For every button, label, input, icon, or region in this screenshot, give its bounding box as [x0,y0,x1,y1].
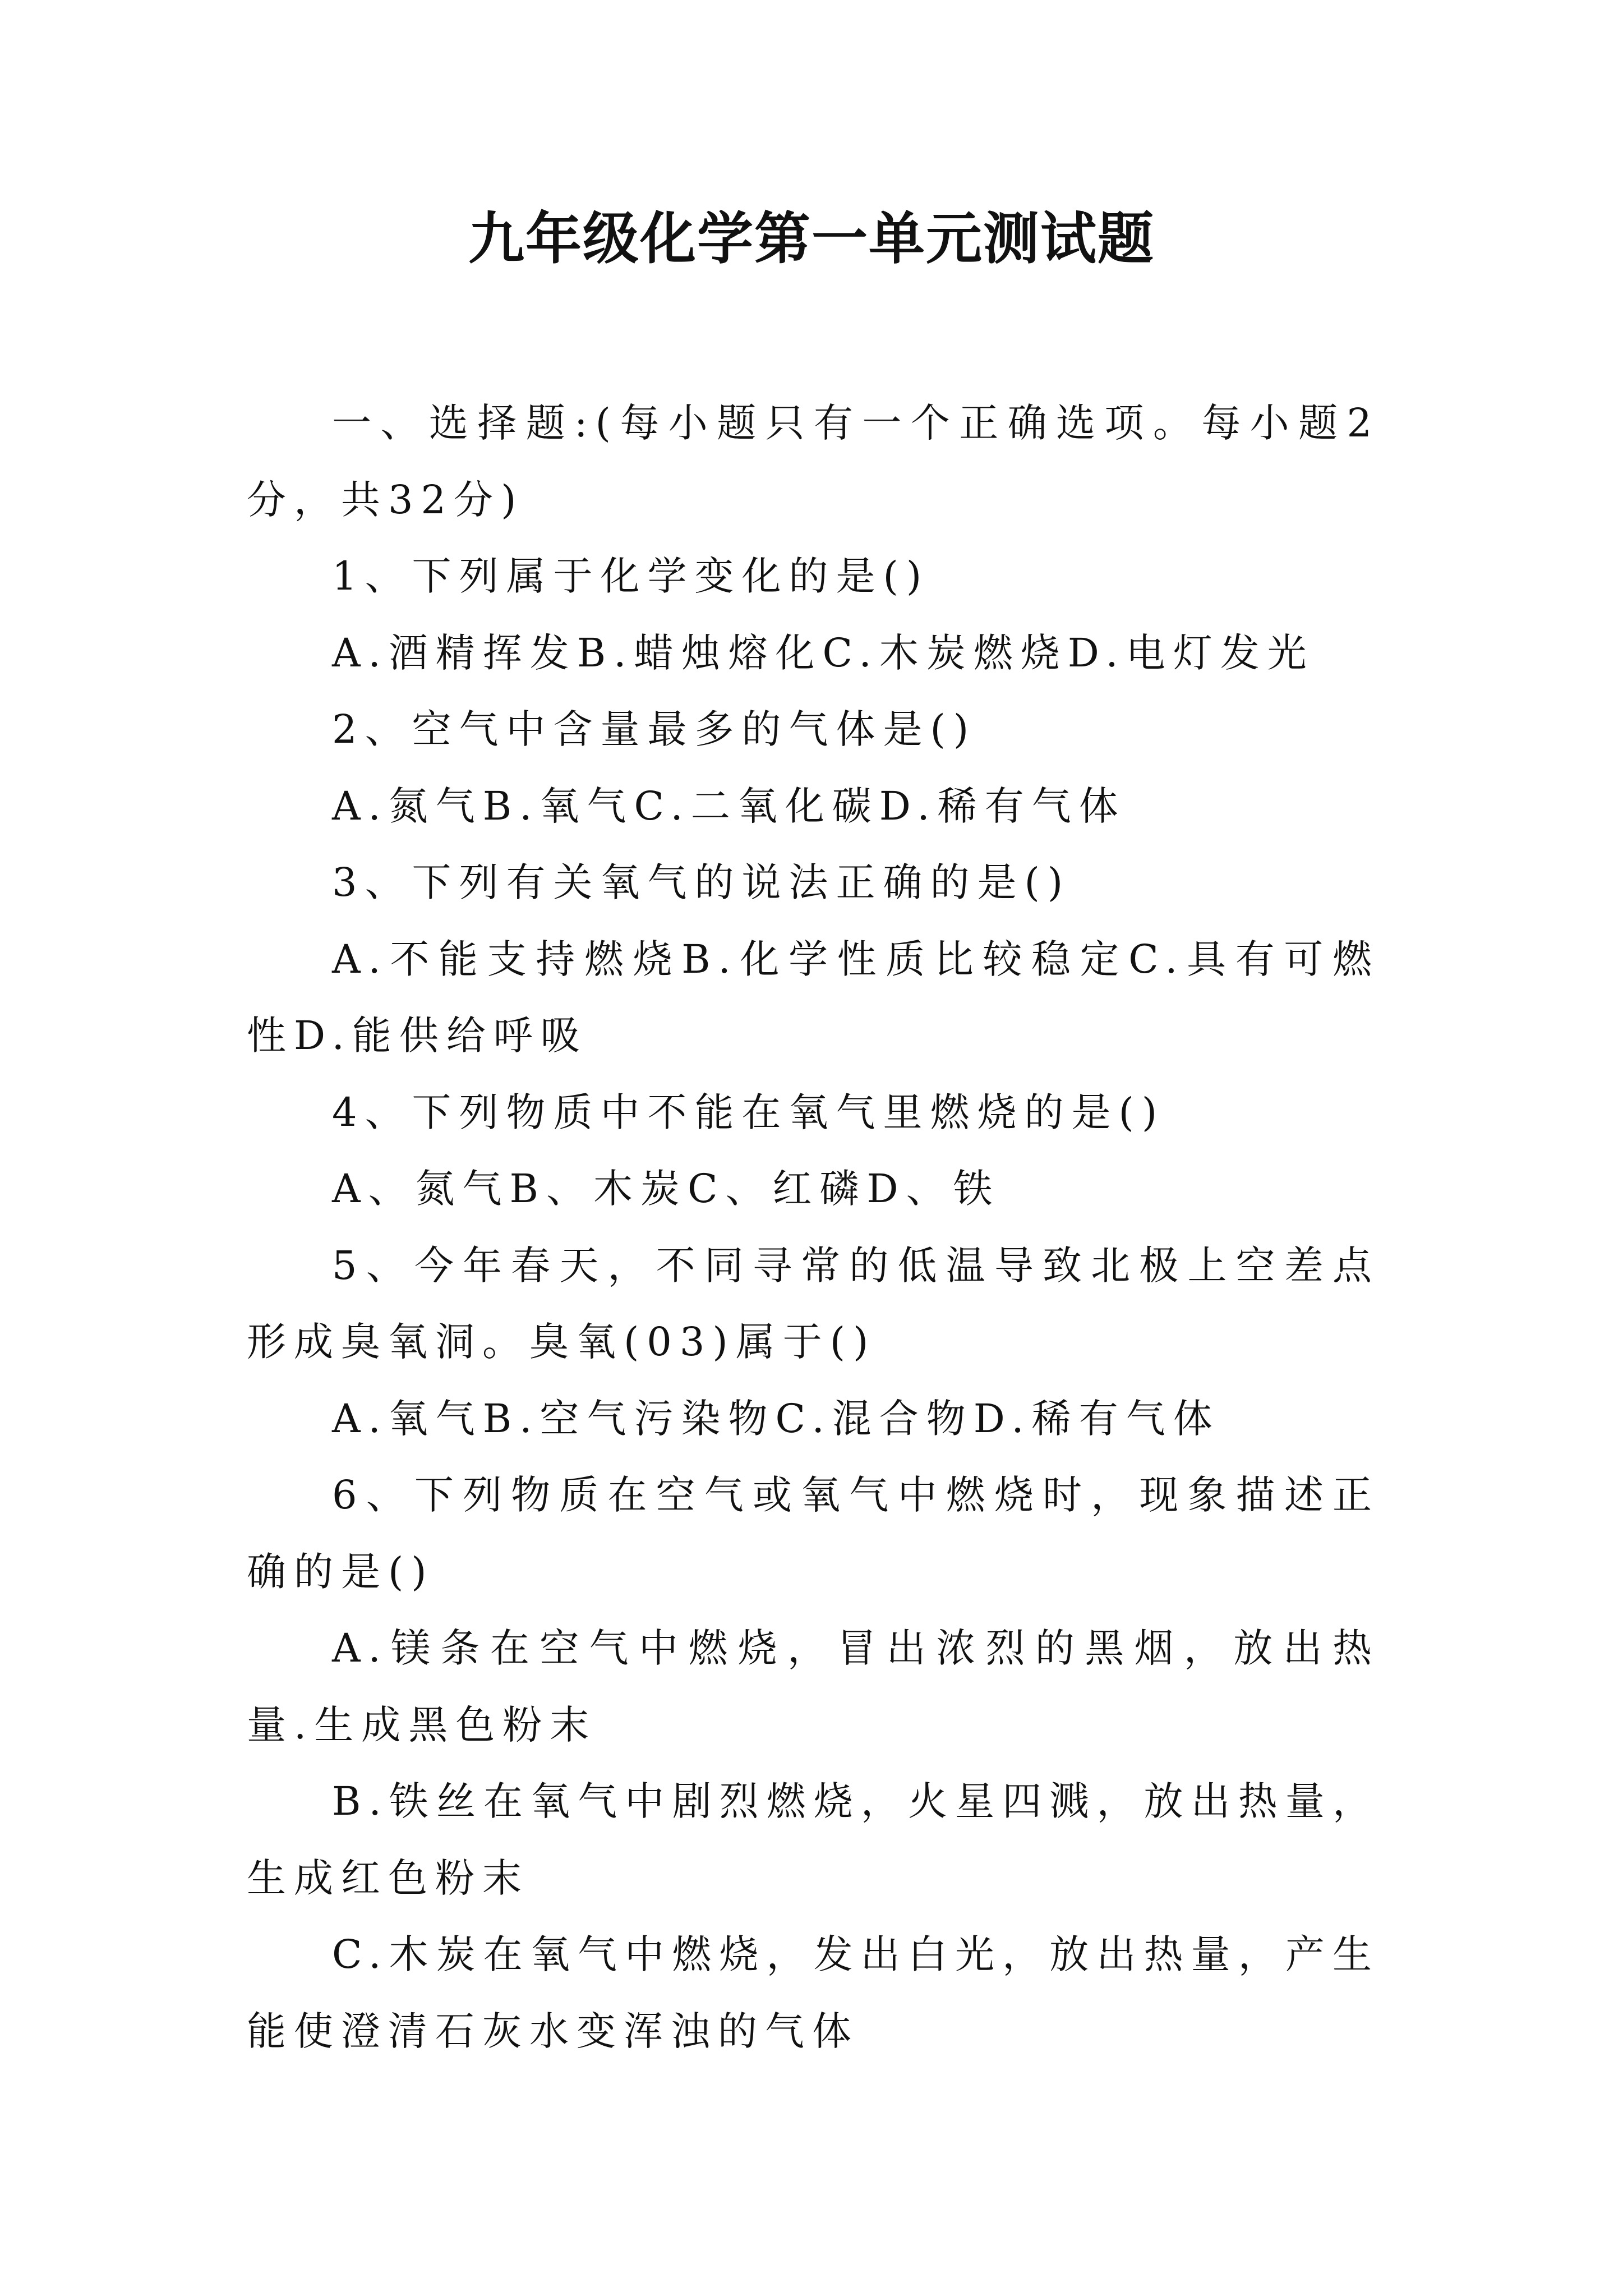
question-6: 6、下列物质在空气或氧气中燃烧时，现象描述正确的是() [247,1472,1380,1595]
question-3-options: A.不能支持燃烧B.化学性质比较稳定C.具有可燃性D.能供给呼吸 [247,936,1380,1059]
question-5-options: A.氧气B.空气污染物C.混合物D.稀有气体 [332,1395,1220,1442]
document-body [247,385,1380,2069]
question-6-option-b: B.铁丝在氧气中剧烈燃烧，火星四溅，放出热量，生成红色粉末 [247,1778,1380,1901]
question-6-option-c: C.木炭在氧气中燃烧，发出白光，放出热量，产生能使澄清石灰水变浑浊的气体 [247,1931,1380,2054]
question-2: 2、空气中含量最多的气体是() [332,706,977,752]
question-4: 4、下列物质中不能在氧气里燃烧的是() [332,1089,1165,1135]
question-5: 5、今年春天，不同寻常的低温导致北极上空差点形成臭氧洞。臭氧(03)属于() [247,1242,1380,1365]
question-1: 1、下列属于化学变化的是() [332,553,930,599]
question-6-option-a: A.镁条在空气中燃烧，冒出浓烈的黑烟，放出热量.生成黑色粉末 [247,1625,1380,1748]
question-2-options: A.氮气B.氧气C.二氧化碳D.稀有气体 [332,783,1126,829]
question-4-options: A、氮气B、木炭C、红磷D、铁 [332,1166,1000,1212]
question-3: 3、下列有关氧气的说法正确的是() [332,859,1071,905]
question-1-options: A.酒精挥发B.蜡烛熔化C.木炭燃烧D.电灯发光 [332,629,1315,676]
document-title: 九年级化学第一单元测试题 [468,205,1155,272]
section-heading: 一、选择题:(每小题只有一个正确选项。每小题2分，共32分) [247,400,1380,523]
